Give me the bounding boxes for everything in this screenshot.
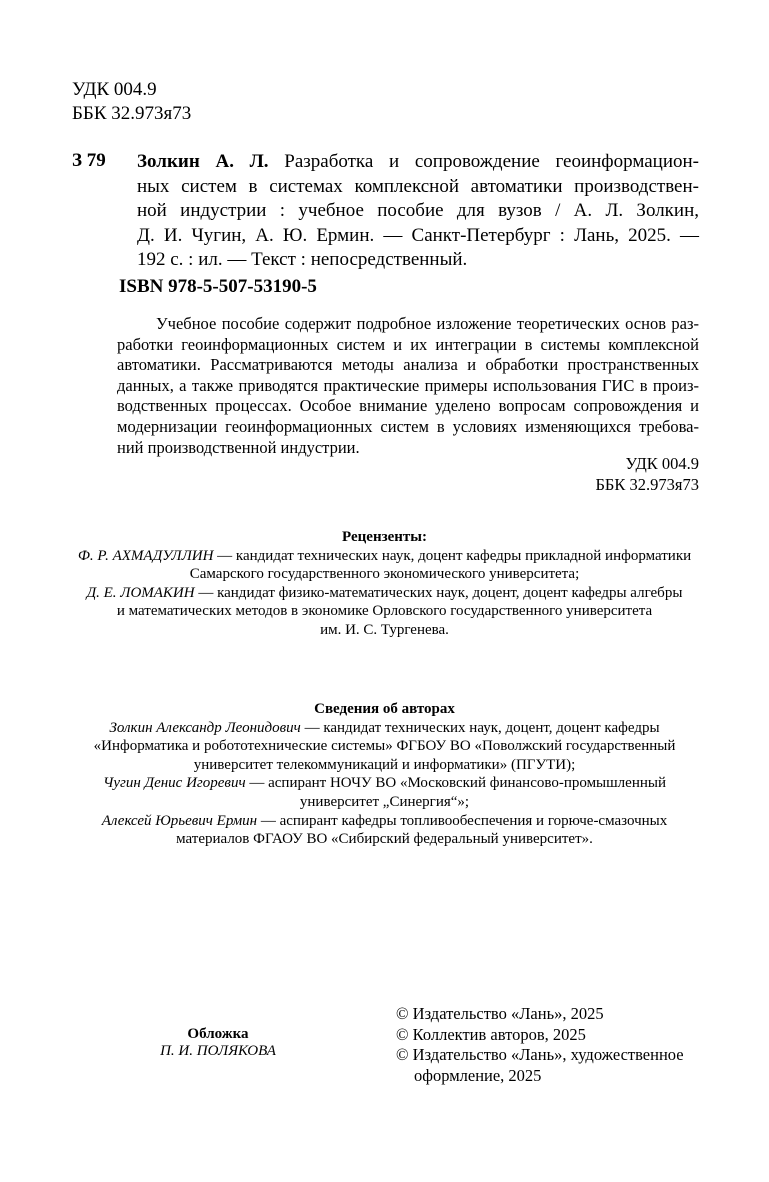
annotation-line: модернизации геоинформационных систем в условиях изменяющихся требова-: [117, 416, 699, 436]
annotation-line: данных, а также приводятся практические примеры использования ГИС в произ-: [117, 375, 699, 395]
reviewer-credentials: — кандидат физико-математических наук, доцент, доцент кафедры алгебры: [194, 584, 683, 601]
reviewer-1-affiliation: Самарского государственного экономического университета;: [189, 566, 580, 583]
annotation-line: Учебное пособие содержит подробное изложение теоретических основ раз-: [156, 314, 699, 333]
author-2-affiliation: университет „Синергия“»;: [299, 793, 470, 810]
entry-title-start: Разработка и сопровождение геоинформацион-: [284, 151, 699, 172]
author-name: Чугин Денис Игоревич: [103, 775, 246, 792]
reviewer-credentials: — кандидат технических наук, доцент кафедры прикладной информатики: [213, 547, 692, 564]
author-1-affiliation: «Информатика и робототехнические системы» ФГБОУ ВО «Поволжский государственный: [93, 738, 676, 755]
udk-code: УДК 004.9: [625, 454, 699, 473]
cover-credit: [100, 1026, 336, 1060]
author-name: Золкин Александр Леонидович: [109, 719, 301, 736]
author-3: [0, 812, 769, 831]
biblio-line-3: ной индустрии : учебное пособие для вузов / А. Л. Золкин,: [137, 200, 699, 221]
entry-author: Золкин А. Л.: [137, 151, 269, 172]
reviewer-2-affiliation-cont: им. И. С. Тургенева.: [320, 621, 449, 638]
author-2: [0, 774, 769, 793]
copyright-line: © Издательство «Лань», 2025: [396, 1004, 604, 1023]
reviewer-2-affiliation: и математических методов в экономике Орловского государственного университета: [116, 603, 653, 620]
reviewer-name: Ф. Р. АХМАДУЛЛИН: [77, 547, 214, 564]
author-1-affiliation-cont: университет телекоммуникаций и информатики» (ПГУТИ);: [193, 756, 576, 773]
biblio-line-5: 192 с. : ил. — Текст : непосредственный.: [137, 249, 468, 270]
author-name: Алексей Юрьевич Ермин: [101, 812, 258, 829]
udk-code: УДК 004.9: [72, 79, 157, 100]
reviewer-1: [0, 547, 769, 566]
cover-designer-name: П. И. ПОЛЯКОВА: [160, 1043, 276, 1059]
biblio-line-4: Д. И. Чугин, А. Ю. Ермин. — Санкт-Петербург : Лань, 2025. —: [137, 224, 699, 246]
biblio-line-2: ных систем в системах комплексной автоматики производствен-: [137, 175, 699, 197]
reviewer-name: Д. Е. ЛОМАКИН: [86, 584, 195, 601]
reviewers-block: [0, 528, 769, 640]
cover-heading: Обложка: [187, 1026, 249, 1042]
authors-heading: Сведения об авторах: [314, 701, 455, 717]
author-credentials: — аспирант кафедры топливообеспечения и горюче-смазочных: [257, 812, 668, 829]
author-credentials: — кандидат технических наук, доцент, доцент кафедры: [300, 719, 660, 736]
annotation: [117, 314, 699, 458]
copyright-line: © Издательство «Лань», художественное: [396, 1045, 684, 1064]
author-mark: З 79: [72, 150, 106, 171]
author-credentials: — аспирант НОЧУ ВО «Московский финансово-промышленный: [245, 775, 666, 792]
bbk-code: ББК 32.973я73: [72, 103, 192, 124]
authors-block: [0, 700, 769, 849]
copyright-line-cont: оформление, 2025: [414, 1065, 542, 1085]
udk-bbk-header: [72, 78, 191, 126]
annotation-line: водственных процессах. Особое внимание уделено вопросам сопровождения и: [117, 396, 699, 416]
biblio-line-1: [137, 150, 699, 175]
reviewers-heading: Рецензенты:: [342, 529, 427, 545]
annotation-line: ний производственной индустрии.: [117, 437, 360, 457]
annotation-line: автоматики. Рассматриваются методы анализа и обработки пространственных: [117, 355, 699, 375]
copyright-line: © Коллектив авторов, 2025: [396, 1024, 586, 1044]
bibliographic-entry: [137, 150, 699, 273]
annotation-line: работки геоинформационных систем и их интеграции в системы комплексной: [117, 334, 699, 354]
reviewer-2: [0, 584, 769, 603]
isbn: ISBN 978-5-507-53190-5: [119, 276, 317, 297]
bbk-code: ББК 32.973я73: [595, 474, 699, 494]
author-3-affiliation: материалов ФГАОУ ВО «Сибирский федеральный университет».: [176, 831, 593, 848]
copyright-block: [396, 1004, 716, 1086]
author-1: [0, 719, 769, 738]
udk-bbk-footer: [595, 454, 699, 495]
